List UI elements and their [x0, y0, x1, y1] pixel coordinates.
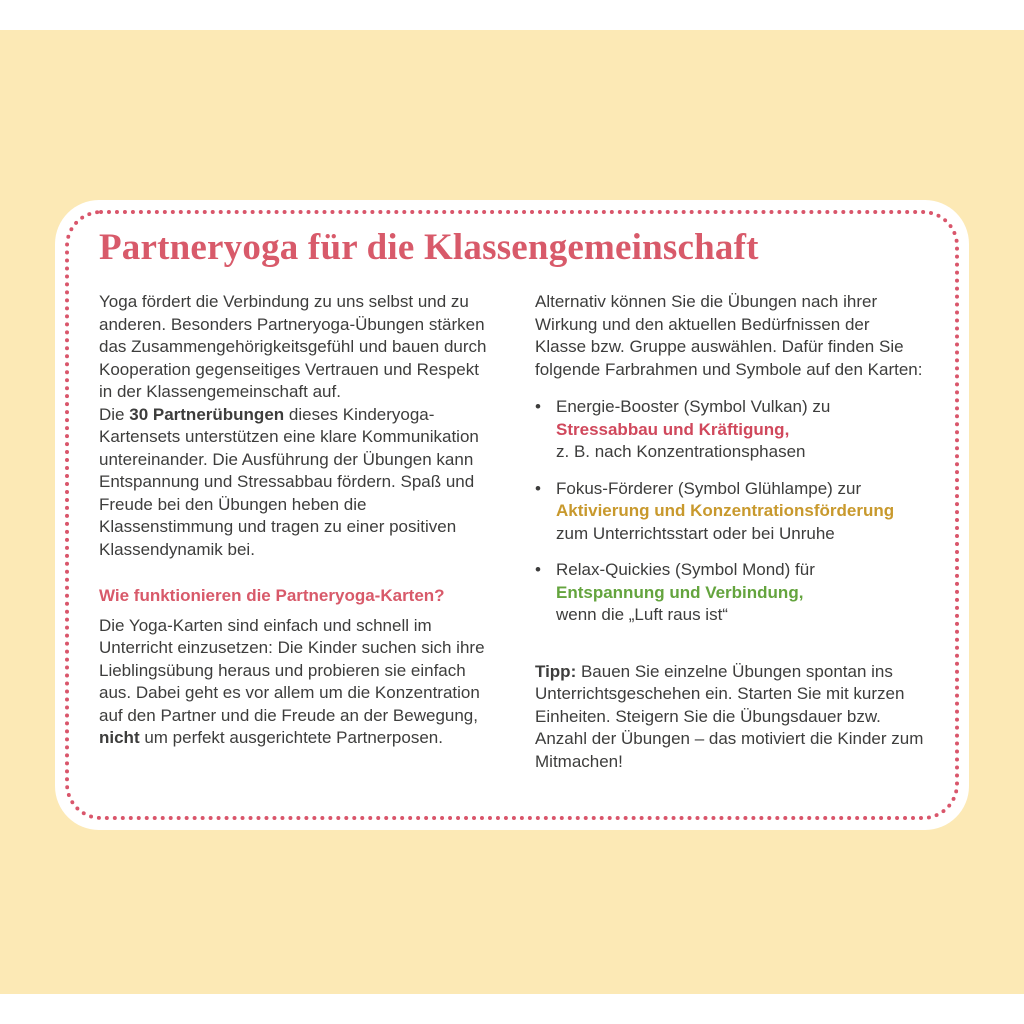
usage-paragraph-bold: nicht — [99, 728, 140, 747]
usage-paragraph — [99, 615, 489, 750]
bullet-line1: Energie-Booster (Symbol Vulkan) zu — [556, 397, 831, 416]
bullet-highlight-red: Stressabbau und Kräftigung, — [556, 419, 790, 439]
intro-paragraph — [99, 291, 489, 404]
bullet-text — [556, 559, 815, 627]
list-item-fokus-foerderer — [535, 478, 925, 546]
bullet-icon — [535, 559, 556, 627]
bullet-icon — [535, 478, 556, 546]
bullet-line3: zum Unterrichtsstart oder bei Unruhe — [556, 523, 835, 543]
cardset-paragraph — [99, 404, 489, 562]
tip-paragraph — [535, 661, 925, 774]
bullet-highlight-green: Entspannung und Verbindung, — [556, 582, 804, 602]
left-column — [99, 291, 489, 773]
alternative-intro-text: Alternativ können Sie die Übungen nach ihrer Wirkung und den aktuellen Bedürfnissen der Klasse bzw. Gruppe auswählen. Dafür finden Sie folgende Farbrahmen und Symbole auf den Karten: — [535, 292, 923, 379]
bullet-text — [556, 396, 830, 464]
tip-text: Bauen Sie einzelne Übungen spontan ins Unterrichtsgeschehen ein. Starten Sie mit kurzen Einheiten. Steigern Sie die Übungsdauer bzw. Anzahl der Übungen – das motiviert die Kinder zum Mitmachen! — [535, 661, 924, 771]
info-card — [55, 200, 969, 830]
bullet-icon — [535, 396, 556, 464]
right-column — [535, 291, 925, 773]
bullet-line1: Fokus-Förderer (Symbol Glühlampe) zur — [556, 478, 862, 498]
cardset-paragraph-pre: Die — [99, 404, 130, 424]
list-item-energie-booster — [535, 396, 925, 464]
tip-label: Tipp: — [535, 661, 577, 681]
bullet-highlight-gold: Aktivierung und Konzentrationsförderung — [556, 501, 895, 520]
cardset-paragraph-post: dieses Kinderyoga-Kartensets unterstützen eine klare Kommunikation untereinander. Die Ausführung der Übungen kann Entspannung und Stressabbau fördern. Spaß und Freude bei den Übungen heben die Klassenstimmung und tragen zu einer positiven Klassendynamik bei. — [99, 404, 479, 559]
cardset-paragraph-bold: 30 Partnerübungen — [129, 404, 285, 424]
usage-paragraph-pre: Die Yoga-Karten sind einfach und schnell im Unterricht einzusetzen: Die Kinder suchen sich ihre Lieblingsübung heraus und probieren sie einfach aus. Dabei geht es vor allem um die Konzentration auf den Partner und die Freude an der Bewegung, — [99, 615, 485, 725]
card-content — [55, 200, 969, 830]
page-title: Partneryoga für die Klassengemeinschaft — [99, 227, 759, 268]
bullet-line1: Relax-Quickies (Symbol Mond) für — [556, 560, 815, 579]
bullet-text — [556, 478, 894, 546]
list-item-relax-quickies — [535, 559, 925, 627]
alternative-intro-paragraph — [535, 291, 925, 381]
two-column-layout — [99, 291, 925, 773]
bullet-line3: wenn die „Luft raus ist“ — [556, 605, 728, 624]
intro-paragraph-text: Yoga fördert die Verbindung zu uns selbst und zu anderen. Besonders Partneryoga-Übungen stärken das Zusammengehörigkeitsgefühl und bauen durch Kooperation gegenseitiges Vertrauen und Respekt in der Klassengemeinschaft auf. — [99, 292, 487, 401]
card-artwork-background — [0, 30, 1024, 994]
how-it-works-subheading: Wie funktionieren die Partneryoga-Karten? — [99, 586, 445, 605]
symbol-bullet-list — [535, 396, 925, 627]
usage-paragraph-post: um perfekt ausgerichtete Partnerposen. — [139, 728, 443, 747]
bullet-line3: z. B. nach Konzentrationsphasen — [556, 442, 806, 461]
